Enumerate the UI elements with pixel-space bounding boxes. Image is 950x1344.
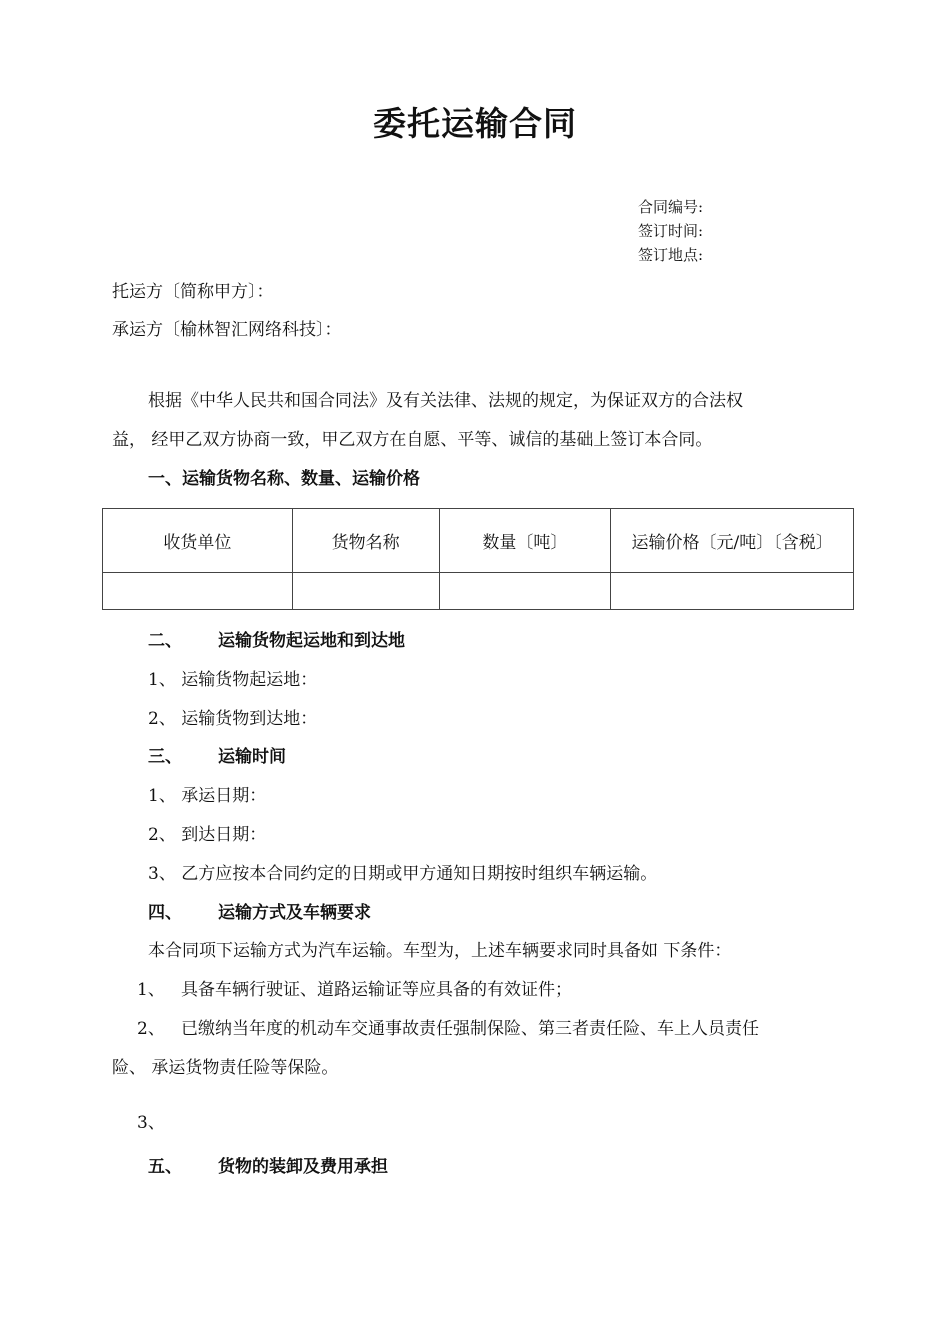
section-4-title: 运输方式及车辆要求 (218, 903, 371, 923)
origin-field: 1、 运输货物起运地： (148, 670, 318, 690)
header-consignee: 收货单位 (103, 509, 293, 573)
table-cell[interactable] (611, 573, 854, 610)
condition-1-text: 具备车辆行驶证、道路运输证等应具备的有效证件； (181, 980, 572, 1000)
destination-field: 2、 运输货物到达地： (148, 709, 318, 729)
contract-number-label: 合同编号: (638, 198, 704, 216)
document-title: 委托运输合同 (373, 104, 577, 143)
section-2-heading (148, 626, 548, 650)
condition-2-number: 2、 (137, 1019, 165, 1039)
transport-mode-clause: 本合同项下运输方式为汽车运输。车型为，上述车辆要求同时具备如 下条件： (148, 941, 732, 961)
section-3-title: 运输时间 (218, 747, 286, 767)
section-4-heading (148, 898, 548, 922)
table-cell[interactable] (439, 573, 611, 610)
intro-line-2: 益， 经甲乙双方协商一致，甲乙双方在自愿、平等、诚信的基础上签订本合同。 (112, 430, 713, 450)
header-quantity: 数量〔吨〕 (439, 509, 611, 573)
header-price: 运输价格〔元/吨〕〔含税〕 (611, 509, 854, 573)
ship-date-field: 1、 承运日期： (148, 786, 267, 806)
section-1-heading: 一、运输货物名称、数量、运输价格 (148, 469, 420, 489)
section-4-number: 四、 (148, 903, 182, 923)
condition-1-number: 1、 (137, 980, 165, 1000)
condition-3-number: 3、 (137, 1113, 165, 1133)
condition-2-text: 已缴纳当年度的机动车交通事故责任强制保险、第三者责任险、车上人员责任 (181, 1019, 759, 1039)
table-cell[interactable] (103, 573, 293, 610)
goods-table (102, 508, 854, 610)
sign-time-label: 签订时间: (638, 222, 704, 240)
section-3-number: 三、 (148, 747, 182, 767)
table-row (103, 573, 854, 610)
party-b-label: 承运方〔榆林智汇网络科技〕： (112, 320, 342, 340)
section-3-heading (148, 742, 548, 766)
intro-line-1: 根据《中华人民共和国合同法》及有关法律、法规的规定，为保证双方的合法权 (148, 391, 743, 411)
schedule-clause: 3、 乙方应按本合同约定的日期或甲方通知日期按时组织车辆运输。 (148, 864, 658, 884)
goods-table-header-row (103, 509, 854, 573)
section-5-title: 货物的装卸及费用承担 (218, 1157, 388, 1177)
section-2-title: 运输货物起运地和到达地 (218, 631, 405, 651)
condition-2-continuation: 险、 承运货物责任险等保险。 (112, 1058, 339, 1078)
header-goods-name: 货物名称 (292, 509, 439, 573)
arrival-date-field: 2、 到达日期： (148, 825, 267, 845)
sign-place-label: 签订地点: (638, 246, 704, 264)
section-2-number: 二、 (148, 631, 182, 651)
table-cell[interactable] (292, 573, 439, 610)
section-5-heading (148, 1152, 548, 1176)
section-5-number: 五、 (148, 1157, 182, 1177)
party-a-label: 托运方〔简称甲方〕： (112, 282, 274, 302)
